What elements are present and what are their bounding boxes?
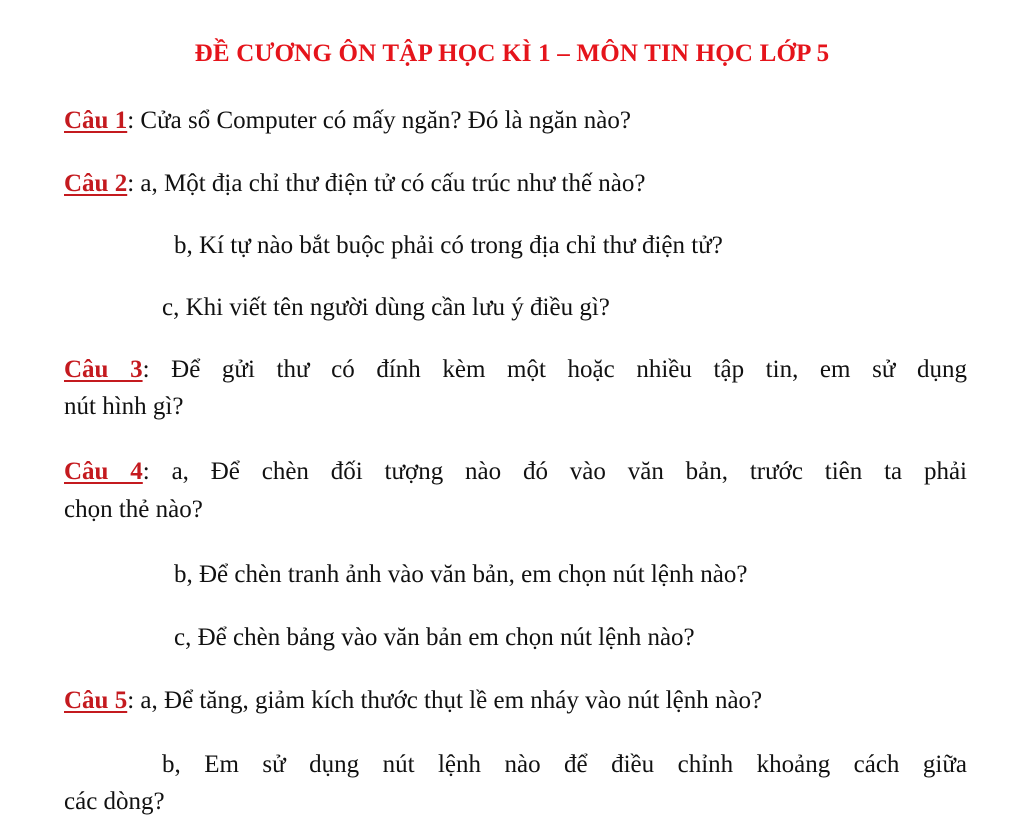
question-5-label: Câu 5 bbox=[64, 687, 128, 714]
question-1-text: : Cửa sổ Computer có mấy ngăn? Đó là ngăn nào? bbox=[127, 107, 631, 134]
question-5b-line-1: b, Em sử dụng nút lệnh nào để điều chỉnh khoảng cách giữa bbox=[162, 751, 967, 778]
question-5 bbox=[64, 687, 762, 715]
question-4b-text: b, Để chèn tranh ảnh vào văn bản, em chọn nút lệnh nào? bbox=[174, 561, 748, 588]
question-2b-text: b, Kí tự nào bắt buộc phải có trong địa chỉ thư điện tử? bbox=[174, 232, 723, 259]
question-5a-text: : a, Để tăng, giảm kích thước thụt lề em nháy vào nút lệnh nào? bbox=[127, 687, 763, 714]
question-3-line-2: nút hình gì? bbox=[64, 393, 184, 420]
question-2c-text: c, Khi viết tên người dùng cần lưu ý điều gì? bbox=[162, 294, 610, 321]
question-4a-text: : a, Để chèn đối tượng nào đó vào văn bản, trước tiên ta phải bbox=[142, 458, 968, 485]
question-1 bbox=[64, 107, 631, 135]
document-title: ĐỀ CƯƠNG ÔN TẬP HỌC KÌ 1 – MÔN TIN HỌC LỚP 5 bbox=[194, 40, 830, 67]
question-3-text: : Để gửi thư có đính kèm một hoặc nhiều tập tin, em sử dụng bbox=[142, 356, 967, 383]
question-1-label: Câu 1 bbox=[64, 107, 128, 134]
question-2a-text: : a, Một địa chỉ thư điện tử có cấu trúc như thế nào? bbox=[127, 170, 646, 197]
question-2 bbox=[64, 170, 646, 198]
question-3-line-1 bbox=[64, 356, 967, 384]
question-2-label: Câu 2 bbox=[64, 170, 128, 197]
question-4c-text: c, Để chèn bảng vào văn bản em chọn nút lệnh nào? bbox=[174, 624, 695, 651]
question-5b-line-2: các dòng? bbox=[64, 788, 165, 815]
question-3-label: Câu 3 bbox=[64, 356, 143, 383]
question-4-line-2: chọn thẻ nào? bbox=[64, 496, 203, 523]
question-4-line-1 bbox=[64, 458, 967, 486]
question-4-label: Câu 4 bbox=[64, 458, 143, 485]
